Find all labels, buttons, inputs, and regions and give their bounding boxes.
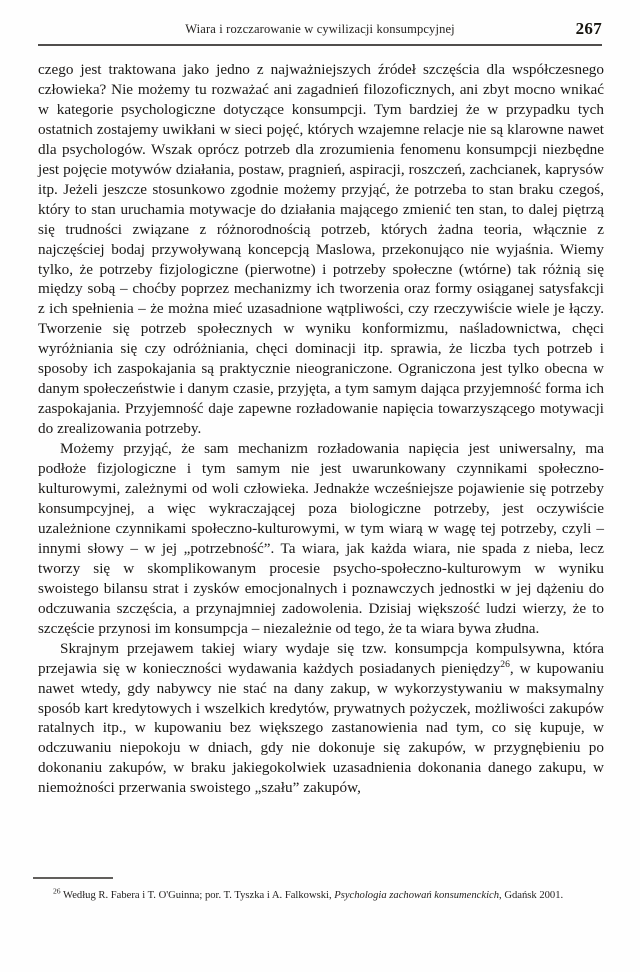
footnote-separator-rule: [33, 877, 113, 879]
paragraph-2: Możemy przyjąć, że sam mechanizm rozładowania napięcia jest uniwersalny, ma podłoże fizjologiczne i tym samym nie jest uwarunkowany czynnikami społeczno-kulturowymi, zależnymi od woli człowieka. Jednakże wcześniejsze pojawienie się potrzeby konsumpcyjnej, a więc wykraczającej poza biologiczne potrzeby, jest oczywiście uzależnione czynnikami społeczno-kulturowymi, w tym wiarą w wagę tej potrzeby, czyli – innymi słowy – w jej „potrzebność”. Ta wiara, jak każda wiara, nie spada z nieba, lecz tworzy się w skomplikowanym procesie psycho-społeczno-kulturowym w wyniku swoistego bilansu strat i zysków emocjonalnych i poznawczych jednostki w jej dążeniu do odczuwania szczęścia, a przynajmniej zadowolenia. Dzisiaj większość ludzi wierzy, że to szczęście przynosi im konsumpcja – niezależnie od tego, że ta wiara bywa złudna.: [38, 440, 604, 637]
footnote-entry: [33, 886, 603, 903]
footnote-text-after-title: , Gdańsk 2001.: [499, 890, 564, 901]
paragraph-3-text-after-footnote-ref: , w kupowaniu nawet wtedy, gdy nabywcy nie stać na dany zakup, w wykorzystywaniu w maksymalny sposób kart kredytowych i wszelkich kredytów, prywatnych pożyczek, możliwości zakupów ratalnych itp., w kupowaniu bez większego zastanowienia nad tym, co się kupuje, w odczuwaniu niepokoju w dniach, gdy nie dokonuje się zakupów, w przygnębieniu po dokonaniu zakupów, w braku jakiegokolwiek uzasadnienia dokonania danego zakupu, w niemożności przerwania swoistego „szału” zakupów,: [38, 659, 604, 797]
footnote-text-before-title: Według R. Fabera i T. O'Guinna; por. T. Tyszka i A. Falkowski,: [60, 890, 335, 901]
running-head: [38, 19, 602, 38]
paragraph-1: czego jest traktowana jako jedno z najważniejszych źródeł szczęścia dla współczesnego człowieka? Nie możemy tu rozważać ani zagadnień filozoficznych, ani zbyt mocno wnikać w kategorie psychologiczne dotyczące konsumpcji. Tym bardziej że w przypadku tych ostatnich zostajemy uwikłani w sieci pojęć, których wzajemne relacje nie są klarowne nawet dla psychologów. Wszak oprócz potrzeb dla zrozumienia fenomenu konsumpcji niezbędne jest pojęcie motywów działania, postaw, pragnień, aspiracji, roszczeń, zachcianek, kaprysów itp. Jeżeli jeszcze stosunkowo zgodnie możemy przyjąć, że potrzeba to stan braku czegoś, który to stan uruchamia motywacje do działania mającego zmienić ten stan, to dalej piętrzą się trudności związane z różnorodnością potrzeb, których żadna teoria, włącznie z najczęściej bodaj przywoływaną koncepcją Maslowa, przekonująco nie wyjaśnia. Wiemy tylko, że potrzeby fizjologiczne (pierwotne) i potrzeby społeczne (wtórne) tak różnią się między sobą – choćby poprzez mechanizmy ich tworzenia oraz formy osiąganej satysfakcji z ich spełnienia – że można mieć uzasadnione wątpliwości, czy rzeczywiście wiele je łączy. Tworzenie się potrzeb społecznych w wyniku konformizmu, naśladownictwa, chęci wyróżniania się czy odróżniania, chęci dominacji itp. sprawia, że liczba tych potrzeb i sposoby ich zaspokajania są praktycznie nieograniczone. Ograniczona jest tylko obecna w danym społeczeństwie i danym czasie, przyjęta, a tym samym dająca przyjemność forma ich zaspokajania. Przyjemność daje zapewne rozładowanie napięcia towarzyszącego motywacji do zrealizowania potrzeby.: [38, 61, 604, 438]
footnote-number: 26: [53, 886, 61, 896]
page-number: 267: [575, 19, 602, 38]
footnote-reference-marker[interactable]: 26: [500, 658, 510, 670]
header-rule: [38, 44, 602, 46]
footnote-work-title: Psychologia zachowań konsumenckich: [334, 890, 500, 901]
paragraph-3: [38, 639, 604, 799]
running-head-title: Wiara i rozczarowanie w cywilizacji konsumpcyjnej: [185, 22, 455, 36]
body-text: [38, 60, 604, 798]
paragraph-3-text-before-footnote-ref: Skrajnym przejawem takiej wiary wydaje się tzw. konsumpcja kompulsywna, która przejawia się w konieczności wydawania każdych posiadanych pieniędzy: [38, 639, 604, 677]
